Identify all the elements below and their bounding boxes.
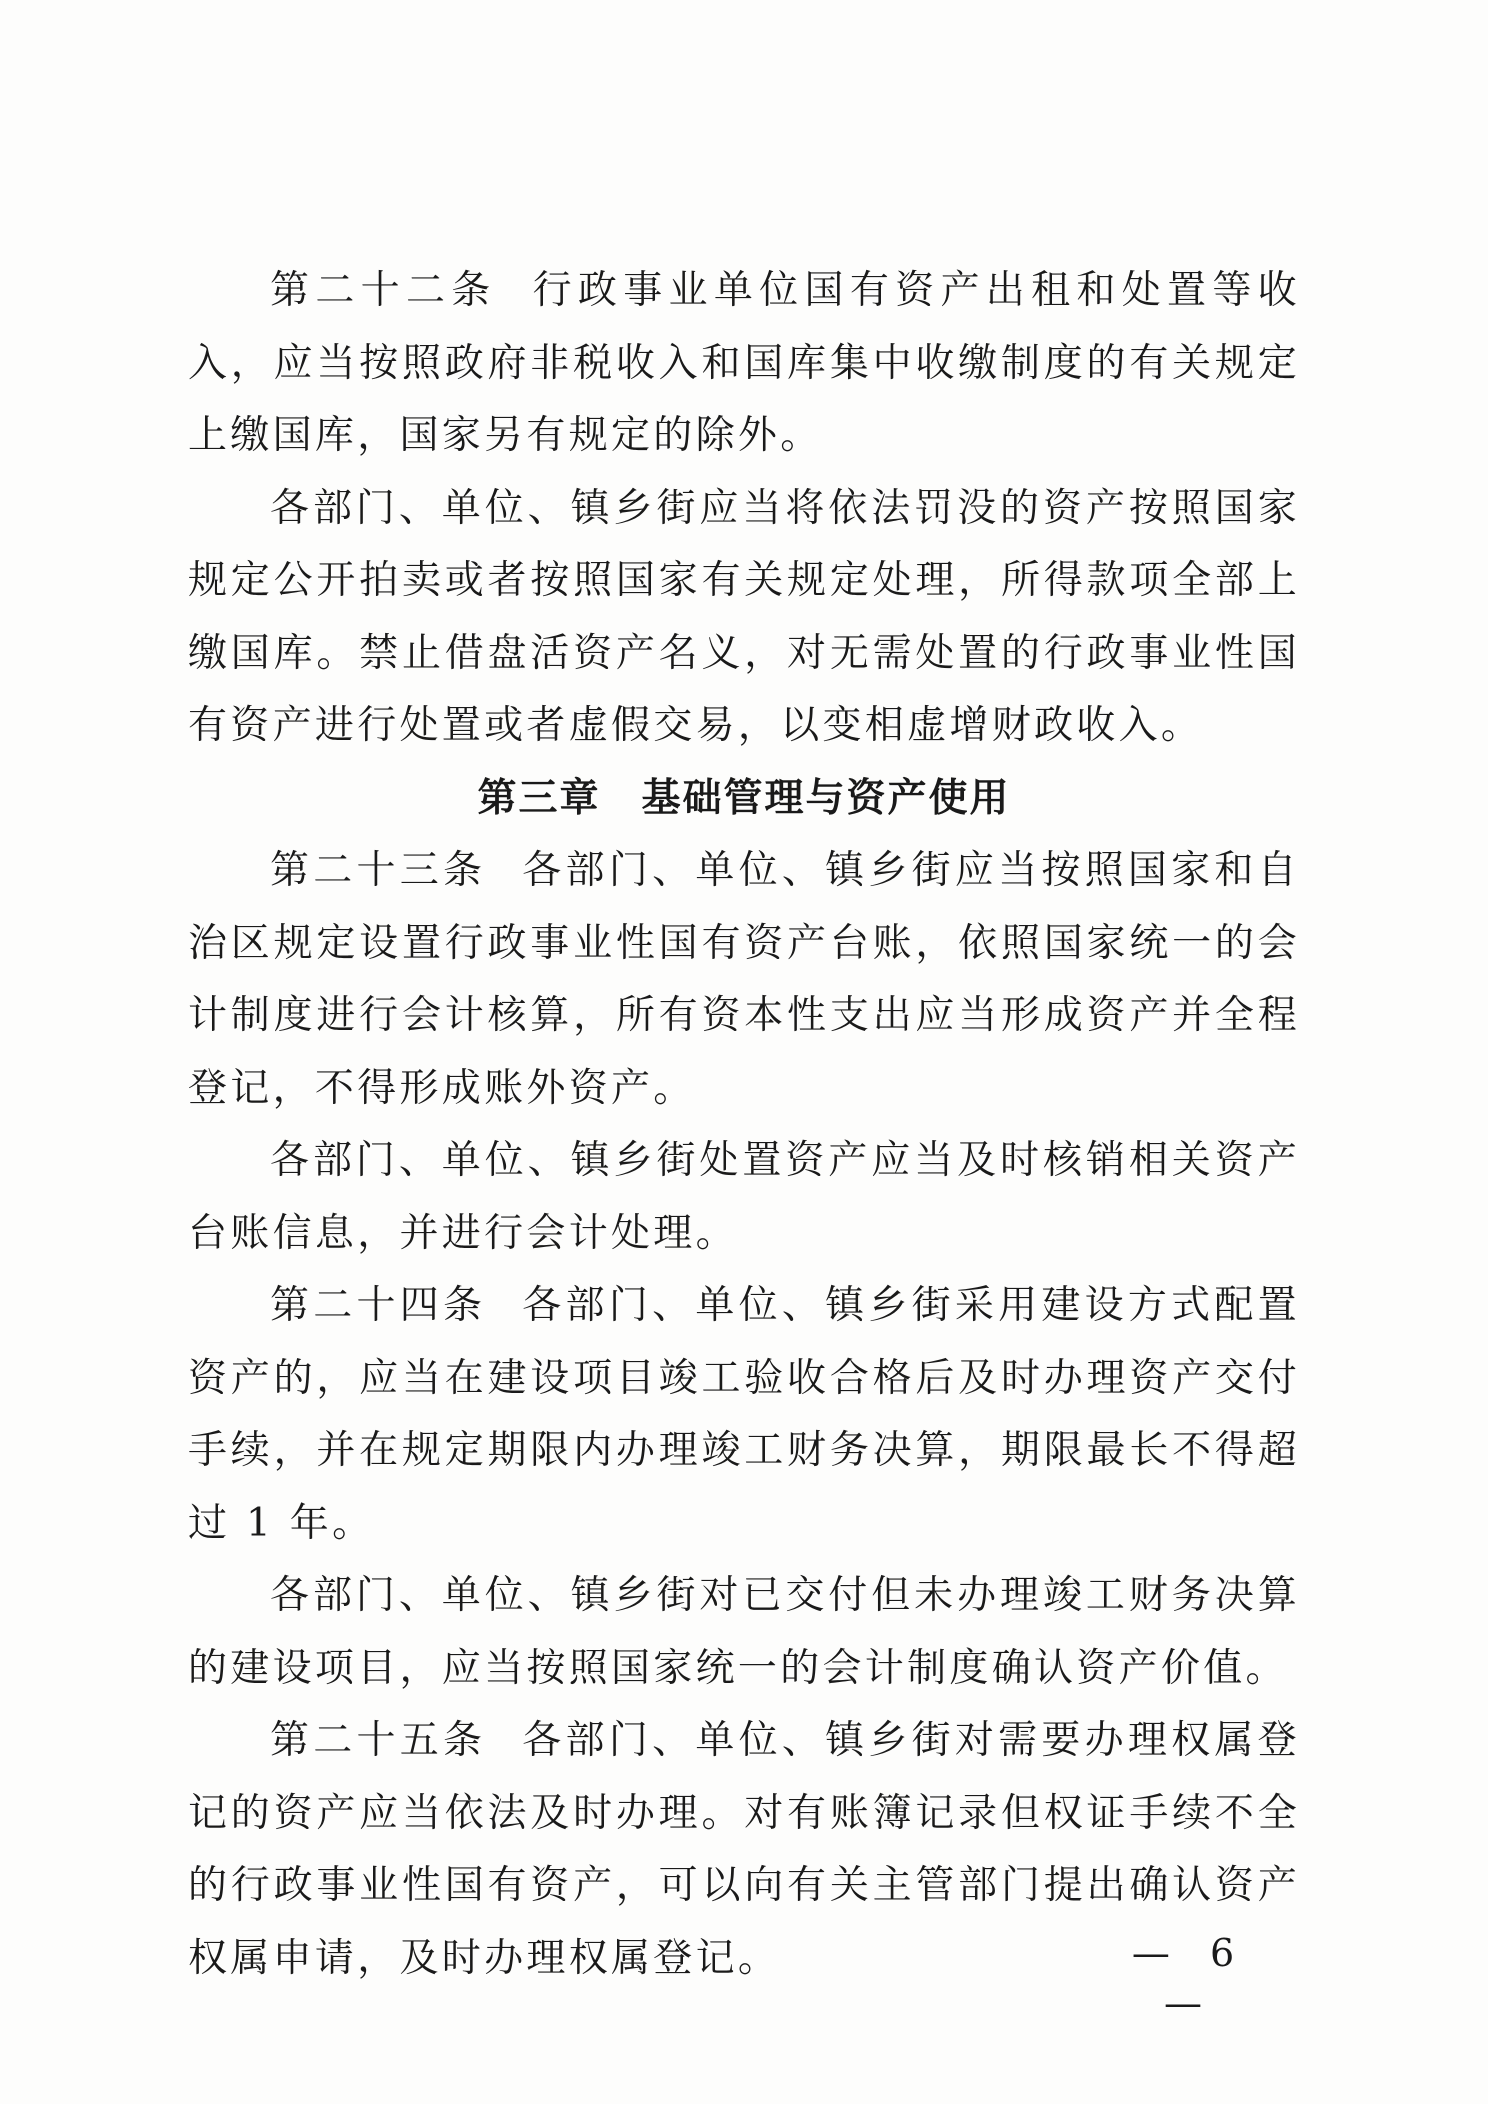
- page-number: — 6 —: [1131, 1931, 1249, 2025]
- document-body: [188, 255, 1300, 1995]
- paragraph-confiscated-assets: [188, 473, 1300, 763]
- paragraph-text: 各部门、单位、镇乡街处置资产应当及时核销相关资产台账信息，并进行会计处理。: [188, 1138, 1300, 1256]
- paragraph-text: 各部门、单位、镇乡街对需要办理权属登记的资产应当依法及时办理。对有账簿记录但权证手续不全的行政事业性国有资产，可以向有关主管部门提出确认资产权属申请，及时办理权属登记。: [188, 1718, 1300, 1981]
- article-number: 第二十四条: [270, 1283, 487, 1328]
- paragraph-ledger-writeoff: [188, 1125, 1300, 1270]
- article-number: 第二十三条: [270, 848, 487, 893]
- article-number: 第二十五条: [270, 1718, 487, 1763]
- paragraph-text: 各部门、单位、镇乡街对已交付但未办理竣工财务决算的建设项目，应当按照国家统一的会计制度确认资产价值。: [188, 1573, 1300, 1691]
- paragraph-unsettled-projects: [188, 1560, 1300, 1705]
- paragraph-text: 各部门、单位、镇乡街应当将依法罚没的资产按照国家规定公开拍卖或者按照国家有关规定处理，所得款项全部上缴国库。禁止借盘活资产名义，对无需处置的行政事业性国有资产进行处置或者虚假交易，以变相虚增财政收入。: [188, 485, 1300, 748]
- paragraph-text: 各部门、单位、镇乡街采用建设方式配置资产的，应当在建设项目竣工验收合格后及时办理资产交付手续，并在规定期限内办理竣工财务决算，期限最长不得超过 1 年。: [188, 1283, 1300, 1546]
- article-number: 第二十二条: [270, 268, 497, 313]
- chapter-heading: 第三章 基础管理与资产使用: [477, 775, 1011, 821]
- paragraph-article-24: [188, 1270, 1300, 1560]
- paragraph-text: 行政事业单位国有资产出租和处置等收入，应当按照政府非税收入和国库集中收缴制度的有关规定上缴国库，国家另有规定的除外。: [188, 268, 1300, 458]
- paragraph-article-22: [188, 255, 1300, 473]
- paragraph-text: 各部门、单位、镇乡街应当按照国家和自治区规定设置行政事业性国有资产台账，依照国家统一的会计制度进行会计核算，所有资本性支出应当形成资产并全程登记，不得形成账外资产。: [188, 848, 1300, 1111]
- paragraph-article-23: [188, 835, 1300, 1125]
